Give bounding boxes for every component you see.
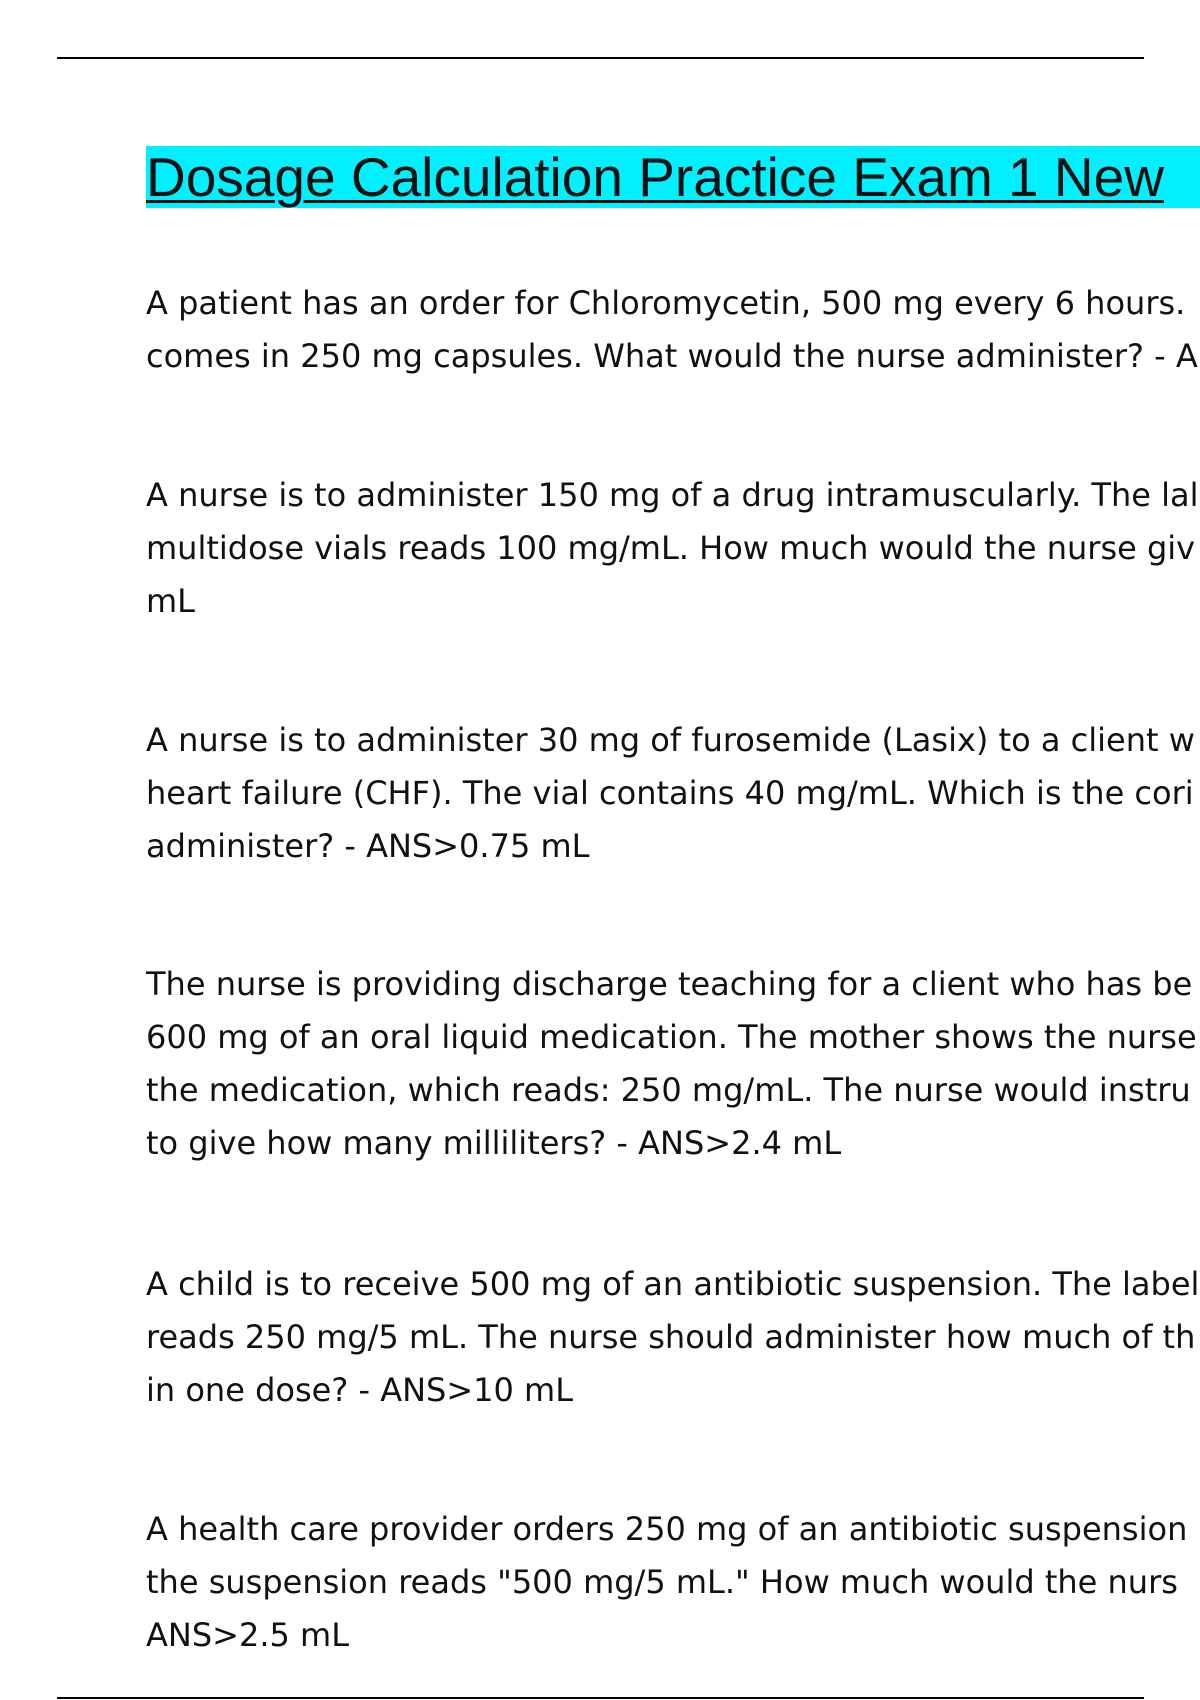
question-3 <box>146 714 1200 873</box>
question-line: reads 250 mg/5 mL. The nurse should administer how much of th <box>146 1318 1196 1356</box>
question-line: 600 mg of an oral liquid medication. The mother shows the nurse <box>146 1018 1197 1056</box>
question-line: in one dose? - ANS>10 mL <box>146 1371 574 1409</box>
question-6 <box>146 1503 1200 1662</box>
question-line: A nurse is to administer 150 mg of a drug intramuscularly. The lal <box>146 476 1199 514</box>
question-line: to give how many milliliters? - ANS>2.4 mL <box>146 1124 842 1162</box>
question-line: The nurse is providing discharge teaching for a client who has be <box>146 965 1193 1003</box>
question-5 <box>146 1258 1200 1417</box>
question-2 <box>146 469 1200 628</box>
question-line: A health care provider orders 250 mg of an antibiotic suspension <box>146 1510 1188 1548</box>
question-line: the suspension reads "500 mg/5 mL." How much would the nurs <box>146 1563 1178 1601</box>
document-title-highlight <box>146 146 1200 208</box>
question-line: the medication, which reads: 250 mg/mL. The nurse would instru <box>146 1071 1191 1109</box>
header-rule <box>57 57 1144 59</box>
document-title: Dosage Calculation Practice Exam 1 New <box>146 146 1164 208</box>
question-line: comes in 250 mg capsules. What would the nurse administer? - A <box>146 337 1198 375</box>
question-line: mL <box>146 582 195 620</box>
question-line: A patient has an order for Chloromycetin, 500 mg every 6 hours. <box>146 284 1186 322</box>
question-line: A nurse is to administer 30 mg of furosemide (Lasix) to a client w <box>146 721 1195 759</box>
question-line: multidose vials reads 100 mg/mL. How much would the nurse giv <box>146 529 1196 567</box>
question-1 <box>146 277 1200 383</box>
question-line: administer? - ANS>0.75 mL <box>146 827 590 865</box>
question-line: A child is to receive 500 mg of an antibiotic suspension. The label <box>146 1265 1200 1303</box>
question-line: heart failure (CHF). The vial contains 40 mg/mL. Which is the cori <box>146 774 1194 812</box>
question-line: ANS>2.5 mL <box>146 1616 350 1654</box>
footer-rule <box>57 1697 1144 1699</box>
question-4 <box>146 958 1200 1170</box>
